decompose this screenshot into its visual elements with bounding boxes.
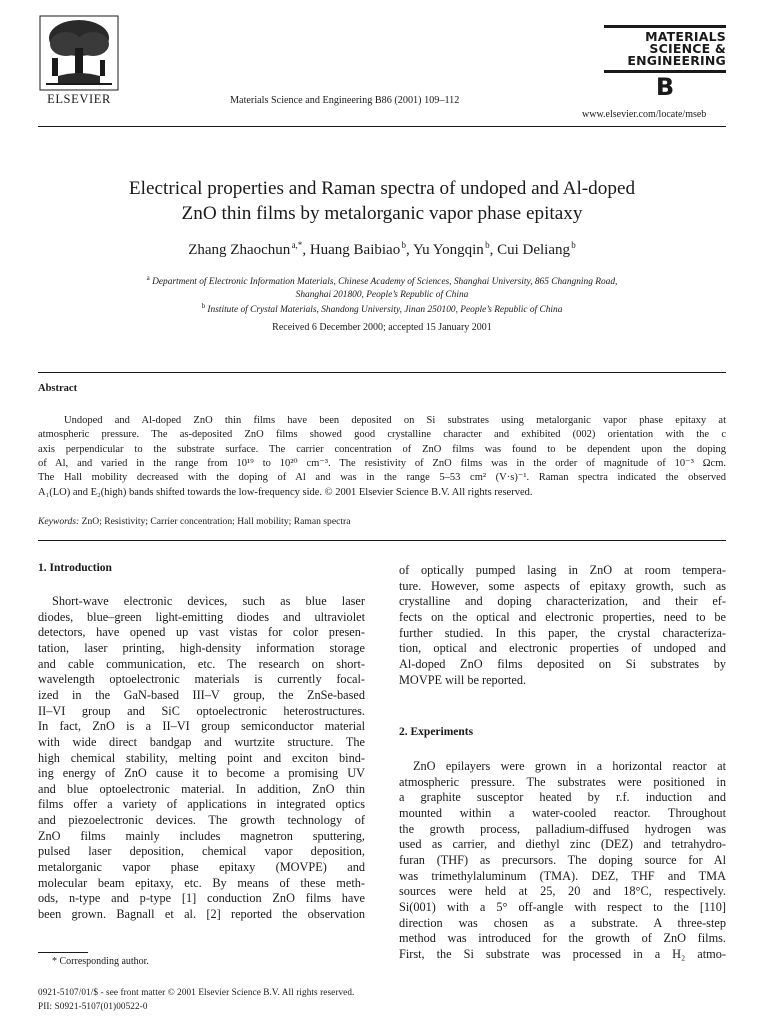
- logo-word-3: ENGINEERING: [627, 53, 726, 68]
- affil-b-line-1: Institute of Crystal Materials, Shandong University, Jinan 250100, People’s Republic of China: [207, 305, 563, 316]
- body-text-line: atmospheric pressure. The substrates were positioned in: [399, 774, 726, 789]
- body-text-line: and cable communication, etc. The research on short-: [38, 656, 365, 671]
- body-text-line: diodes, blue–green light-emitting diodes and ultraviolet: [38, 609, 365, 624]
- logo-rule-top: [604, 25, 726, 28]
- received-dates: Received 6 December 2000; accepted 15 January 2001: [272, 322, 492, 333]
- author-name: Zhang Zhaochun: [188, 242, 291, 258]
- abstract-line: of Al, and varied in the range from 10¹⁹ to 10²⁰ cm⁻³. The resistivity of ZnO films was in the order of magnitude of 10⁻³ Ωcm.: [38, 457, 726, 469]
- title-line-2: ZnO thin films by metalorganic vapor phase epitaxy: [181, 203, 583, 224]
- affil-mark: a: [146, 274, 150, 282]
- affiliation-a: [38, 272, 726, 302]
- author-name: Huang Baibiao: [309, 242, 401, 258]
- affiliation-b: [38, 300, 726, 317]
- logo-word-2: SCIENCE &: [649, 41, 726, 56]
- body-text-line: the growth process, palladium-diffused hydrogen was: [399, 821, 726, 836]
- body-text-line: used as carrier, and diethyl zinc (DEZ) and tetrahydro-: [399, 837, 726, 852]
- body-text-line: Al-doped ZnO films deposited on Si substrates by: [399, 656, 726, 671]
- author-list: Zhang Zhaochun $^{a,*}$, Huang Baibiao $^b$, Yu Yongqin $^b$, Cui Deliang $^b$: [188, 240, 576, 258]
- body-text-line: pulsed laser deposition, chemical vapor deposition,: [38, 844, 365, 859]
- author-name: Yu Yongqin: [412, 242, 484, 258]
- abstract-line: The Hall mobility decreased with the doping of Al and was in the range 5–53 cm² (V·s)⁻¹. Raman spectra indicated the observed: [38, 472, 726, 484]
- pii-line: PII: S0921-5107(01)00522-0: [38, 1001, 148, 1011]
- copyright-line: 0921-5107/01/$ - see front matter © 2001 Elsevier Science B.V. All rights reserved.: [38, 987, 355, 997]
- body-text-line: Short-wave electronic devices, such as blue laser: [52, 594, 365, 608]
- keywords: [38, 516, 350, 527]
- journal-url[interactable]: www.elsevier.com/locate/mseb: [582, 109, 707, 120]
- body-text-line: method was introduced for the growth of ZnO films.: [399, 931, 726, 946]
- body-text-line: Si(001) with a 5° off-angle with respect to the [110]: [399, 899, 726, 914]
- affil-a-line-2: Shanghai 201800, People’s Republic of China: [295, 290, 469, 301]
- body-text-line: of optically pumped lasing in ZnO at room tempera-: [399, 563, 726, 577]
- abstract-line: axis perpendicular to the substrate surface. The carrier concentration of ZnO films was found to be dependent upon the doping: [38, 443, 726, 455]
- body-text-line: ized in the GaN-based III–V group, the ZnSe-based: [38, 687, 365, 702]
- abstract-divider: [38, 540, 726, 541]
- body-text-line: high chemical stability, melting point and exciton bind-: [38, 750, 365, 765]
- journal-citation: Materials Science and Engineering B86 (2001) 109–112: [230, 95, 460, 106]
- abstract-line: A₁(LO) and E₂(high) bands shifted towards the low-frequency side. © 2001 Elsevier Science B.V. All rights reserved.: [38, 486, 533, 498]
- author-name: Cui Deliang: [497, 242, 570, 258]
- header-divider: [38, 126, 726, 127]
- body-text-line: ture. However, some aspects of epitaxy growth, such as: [399, 578, 726, 593]
- body-text-line: detectors, have opened up vast vistas for color presen-: [38, 625, 365, 640]
- body-text-line: with wide direct bandgap and wurtzite structure. The: [38, 734, 365, 749]
- logo-letter: B: [655, 73, 675, 101]
- body-text-line: sources were held at 25, 20 and 18°C, respectively.: [399, 884, 726, 899]
- body-text-line: a graphite susceptor heated by r.f. induction and: [399, 790, 726, 805]
- elsevier-tree-logo: [38, 14, 120, 92]
- body-text-line: First, the Si substrate was processed in a H₂ atmo-: [399, 946, 726, 961]
- body-text-line: and blue optoelectronic material. In addition, ZnO thin: [38, 781, 365, 796]
- keywords-label: Keywords:: [38, 516, 80, 527]
- body-text-line: ZnO epilayers were grown in a horizontal reactor at: [413, 759, 726, 773]
- author-affil-mark: b: [401, 240, 406, 250]
- abstract-line: atmospheric pressure. The as-deposited ZnO films showed good crystalline character and exhibited (002) orientation with the c: [38, 429, 726, 441]
- keywords-text: ZnO; Resistivity; Carrier concentration; Hall mobility; Raman spectra: [81, 516, 351, 527]
- section-heading-introduction: 1. Introduction: [38, 562, 112, 574]
- body-text-line: mounted within a water-cooled reactor. Throughout: [399, 805, 726, 820]
- logo-word-1: MATERIALS: [645, 29, 726, 44]
- title-divider: [38, 372, 726, 373]
- publisher-name: ELSEVIER: [47, 92, 111, 106]
- journal-logo: [604, 22, 726, 101]
- body-text-line: fects on the optical and electronic properties, need to be: [399, 609, 726, 624]
- body-text-line: metalorganic vapor phase epitaxy (MOVPE) and: [38, 860, 365, 875]
- body-text-line: molecular beam epitaxy, etc. By means of these meth-: [38, 875, 365, 890]
- body-text-line: direction was chosen as a substrate. A three-step: [399, 915, 726, 930]
- body-text-line: furan (THF) as precursors. The doping source for Al: [399, 852, 726, 867]
- section-heading-experiments: 2. Experiments: [399, 726, 474, 738]
- affil-a-line-1: Department of Electronic Information Materials, Chinese Academy of Sciences, Shanghai University, 865 Changning Road,: [152, 277, 618, 288]
- article-title: [38, 176, 726, 226]
- abstract-line: Undoped and Al-doped ZnO thin films have been deposited on Si substrates using metalorganic vapor phase epitaxy at: [64, 415, 726, 426]
- footnote: * Corresponding author.: [52, 956, 149, 967]
- author-affil-mark: a,*: [291, 240, 303, 250]
- body-text-line: and piezoelectronic devices. The growth technology of: [38, 813, 365, 828]
- body-text-line: ZnO films mainly includes magnetron sputtering,: [38, 828, 365, 843]
- body-text-line: further studied. In this paper, the crystal characteriza-: [399, 625, 726, 640]
- body-text-line: tion, optical and electronic properties of undoped and: [399, 641, 726, 656]
- body-text-line: In fact, ZnO is a II–VI group semiconductor material: [38, 719, 365, 734]
- abstract-heading: Abstract: [38, 383, 78, 394]
- body-text-line: ing energy of ZnO cause it to become a promising UV: [38, 766, 365, 781]
- body-text-line: wavelength optoelectronic materials is currently focal-: [38, 672, 365, 687]
- body-text-line: was trimethylaluminum (TMA). DEZ, THF and TMA: [399, 868, 726, 883]
- footnote-divider: [38, 952, 88, 953]
- body-text-line: tation, laser printing, high-density information storage: [38, 640, 365, 655]
- author-affil-mark: b: [571, 240, 576, 250]
- author-affil-mark: b: [485, 240, 490, 250]
- body-text-line: MOVPE will be reported.: [399, 672, 527, 687]
- body-text-line: films offer a variety of applications in integrated optics: [38, 797, 365, 812]
- body-text-line: ods, n-type and p-type [1] conduction ZnO films have: [38, 891, 365, 906]
- affil-mark: b: [201, 302, 206, 310]
- body-text-line: been grown. Bagnall et al. [2] reported the observation: [38, 907, 365, 921]
- body-text-line: II–VI group and SiC optoelectronic heterostructures.: [38, 703, 365, 718]
- body-text-line: crystalline and doping characterization, and their ef-: [399, 594, 726, 609]
- title-line-1: Electrical properties and Raman spectra of undoped and Al-doped: [128, 178, 636, 199]
